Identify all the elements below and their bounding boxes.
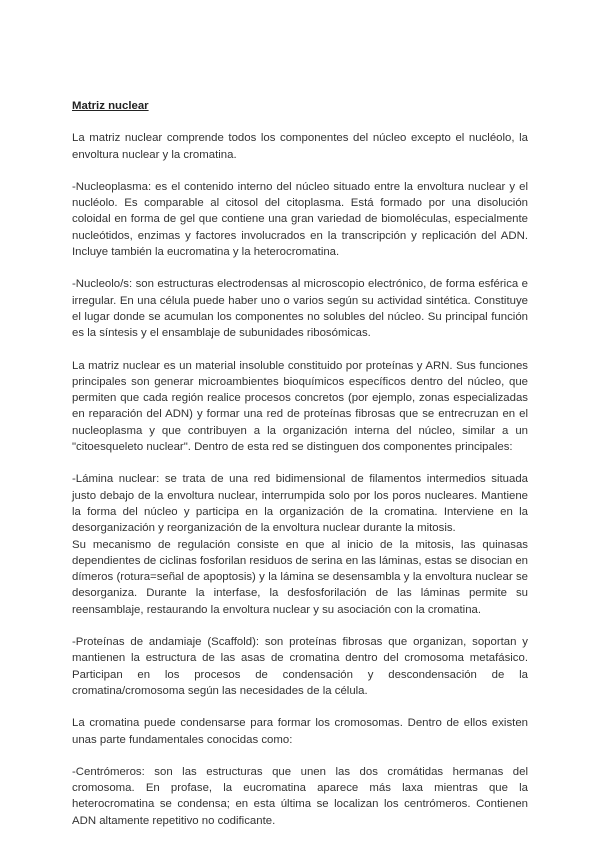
paragraph-matriz: La matriz nuclear es un material insoluble constituido por proteínas y ARN. Sus funciones principales son generar microambientes bioquímicos específicos dentro del núcleo, que permiten que cada región realice procesos concretos (por ejemplo, zonas especializadas en reparación del ADN) y formar una red de proteínas fibrosas que se entrecruzan en el nucleoplasma y que contribuyen a la organización interna del núcleo, similar a un "citoesqueleto nuclear". Dentro de esta red se distinguen dos componentes principales:: [72, 359, 528, 454]
paragraph-intro: La matriz nuclear comprende todos los componentes del núcleo excepto el nucléolo, la envoltura nuclear y la cromatina.: [72, 132, 528, 161]
section-title: Matriz nuclear: [72, 100, 149, 112]
document-body: [72, 98, 528, 845]
paragraph-centromeros: -Centrómeros: son las estructuras que unen las dos cromátidas hermanas del cromosoma. En profase, la eucromatina aparece más laxa mientras que la heterocromatina se condensa; en esta última se localizan los centrómeros. Contienen ADN altamente repetitivo no codificante.: [72, 765, 528, 827]
paragraph-nucleolo: -Nucleolo/s: son estructuras electrodensas al microscopio electrónico, de forma esférica e irregular. En una célula puede haber uno o varios según su actividad sintética. Constituye el lugar donde se acumulan los componentes no solubles del núcleo. Su principal función es la síntesis y el ensamblaje de subunidades ribosómicas.: [72, 278, 528, 340]
paragraph-regulacion: Su mecanismo de regulación consiste en que al inicio de la mitosis, las quinasas dependientes de ciclinas fosforilan residuos de serina en las láminas, estas se disocian en dímeros (rotura=señal de apoptosis) y la lámina se desensambla y la envoltura nuclear se desorganiza. Durante la interfase, la desfosforilación de las láminas permite su reensamblaje, restaurando la envoltura nuclear y su asociación con la cromatina.: [72, 538, 528, 616]
paragraph-cromatina: La cromatina puede condensarse para formar los cromosomas. Dentro de ellos existen unas parte fundamentales conocidas como:: [72, 717, 528, 746]
paragraph-lamina-nuclear: -Lámina nuclear: se trata de una red bidimensional de filamentos intermedios situada justo debajo de la envoltura nuclear, interrumpida solo por los poros nucleares. Mantiene la forma del núcleo y participa en la organización de la cromatina. Interviene en la desorganización y reorganización de la envoltura nuclear durante la mitosis.: [72, 473, 528, 535]
paragraph-andamiaje: -Proteínas de andamiaje (Scaffold): son proteínas fibrosas que organizan, soportan y mantienen la estructura de las asas de cromatina dentro del cromosoma metafásico. Participan en los procesos de condensación y descondensación de la cromatina/cromosoma según las necesidades de la célula.: [72, 636, 528, 697]
paragraph-nucleoplasma: -Nucleoplasma: es el contenido interno del núcleo situado entre la envoltura nuclear y el nucléolo. Es comparable al citosol del citoplasma. Está formado por una disolución coloidal en forma de gel que contiene una gran variedad de biomoléculas, especialmente nucleótidos, enzimas y factores involucrados en la transcripción y replicación del ADN. Incluye también la eucromatina y la heterocromatina.: [72, 180, 528, 259]
